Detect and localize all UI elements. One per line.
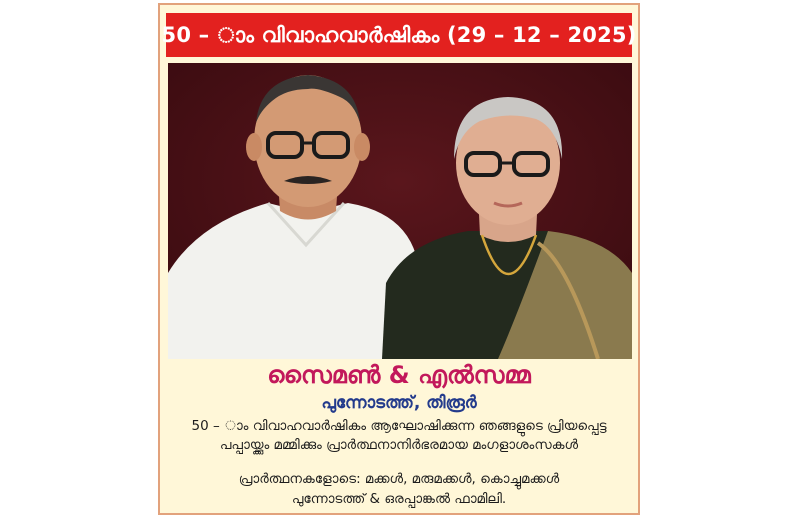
- anniversary-banner: [161, 13, 637, 57]
- couple-photo: [168, 63, 632, 359]
- signature-line: പ്രാർത്ഥനകളോടെ: മക്കൾ, മരുമക്കൾ, കൊച്ചുമക്കൾ: [238, 471, 560, 487]
- signature-line: പുന്നോടത്ത് & ഒരപ്പാങ്കൽ ഫാമിലി.: [291, 491, 507, 507]
- couple-names: സൈമൺ & എൽസമ്മ: [267, 361, 531, 389]
- greeting-line: പപ്പായ്ക്കും മമ്മിക്കും പ്രാർത്ഥനാനിർഭരമായ മംഗളാശംസകൾ: [219, 437, 579, 453]
- family-place: പുന്നോടത്ത്, തിരൂർ: [321, 393, 477, 413]
- anniversary-title: 50 – ാം വിവാഹവാർഷികം (29 – 12 – 2025): [161, 22, 637, 47]
- anniversary-ad-card: [158, 3, 640, 515]
- signature-block: [160, 469, 638, 509]
- greeting-line: 50 – ാം വിവാഹവാർഷികം ആഘോഷിക്കുന്ന ഞങ്ങളുടെ പ്രിയപ്പെട്ട: [191, 418, 607, 434]
- greeting-message: [160, 417, 638, 455]
